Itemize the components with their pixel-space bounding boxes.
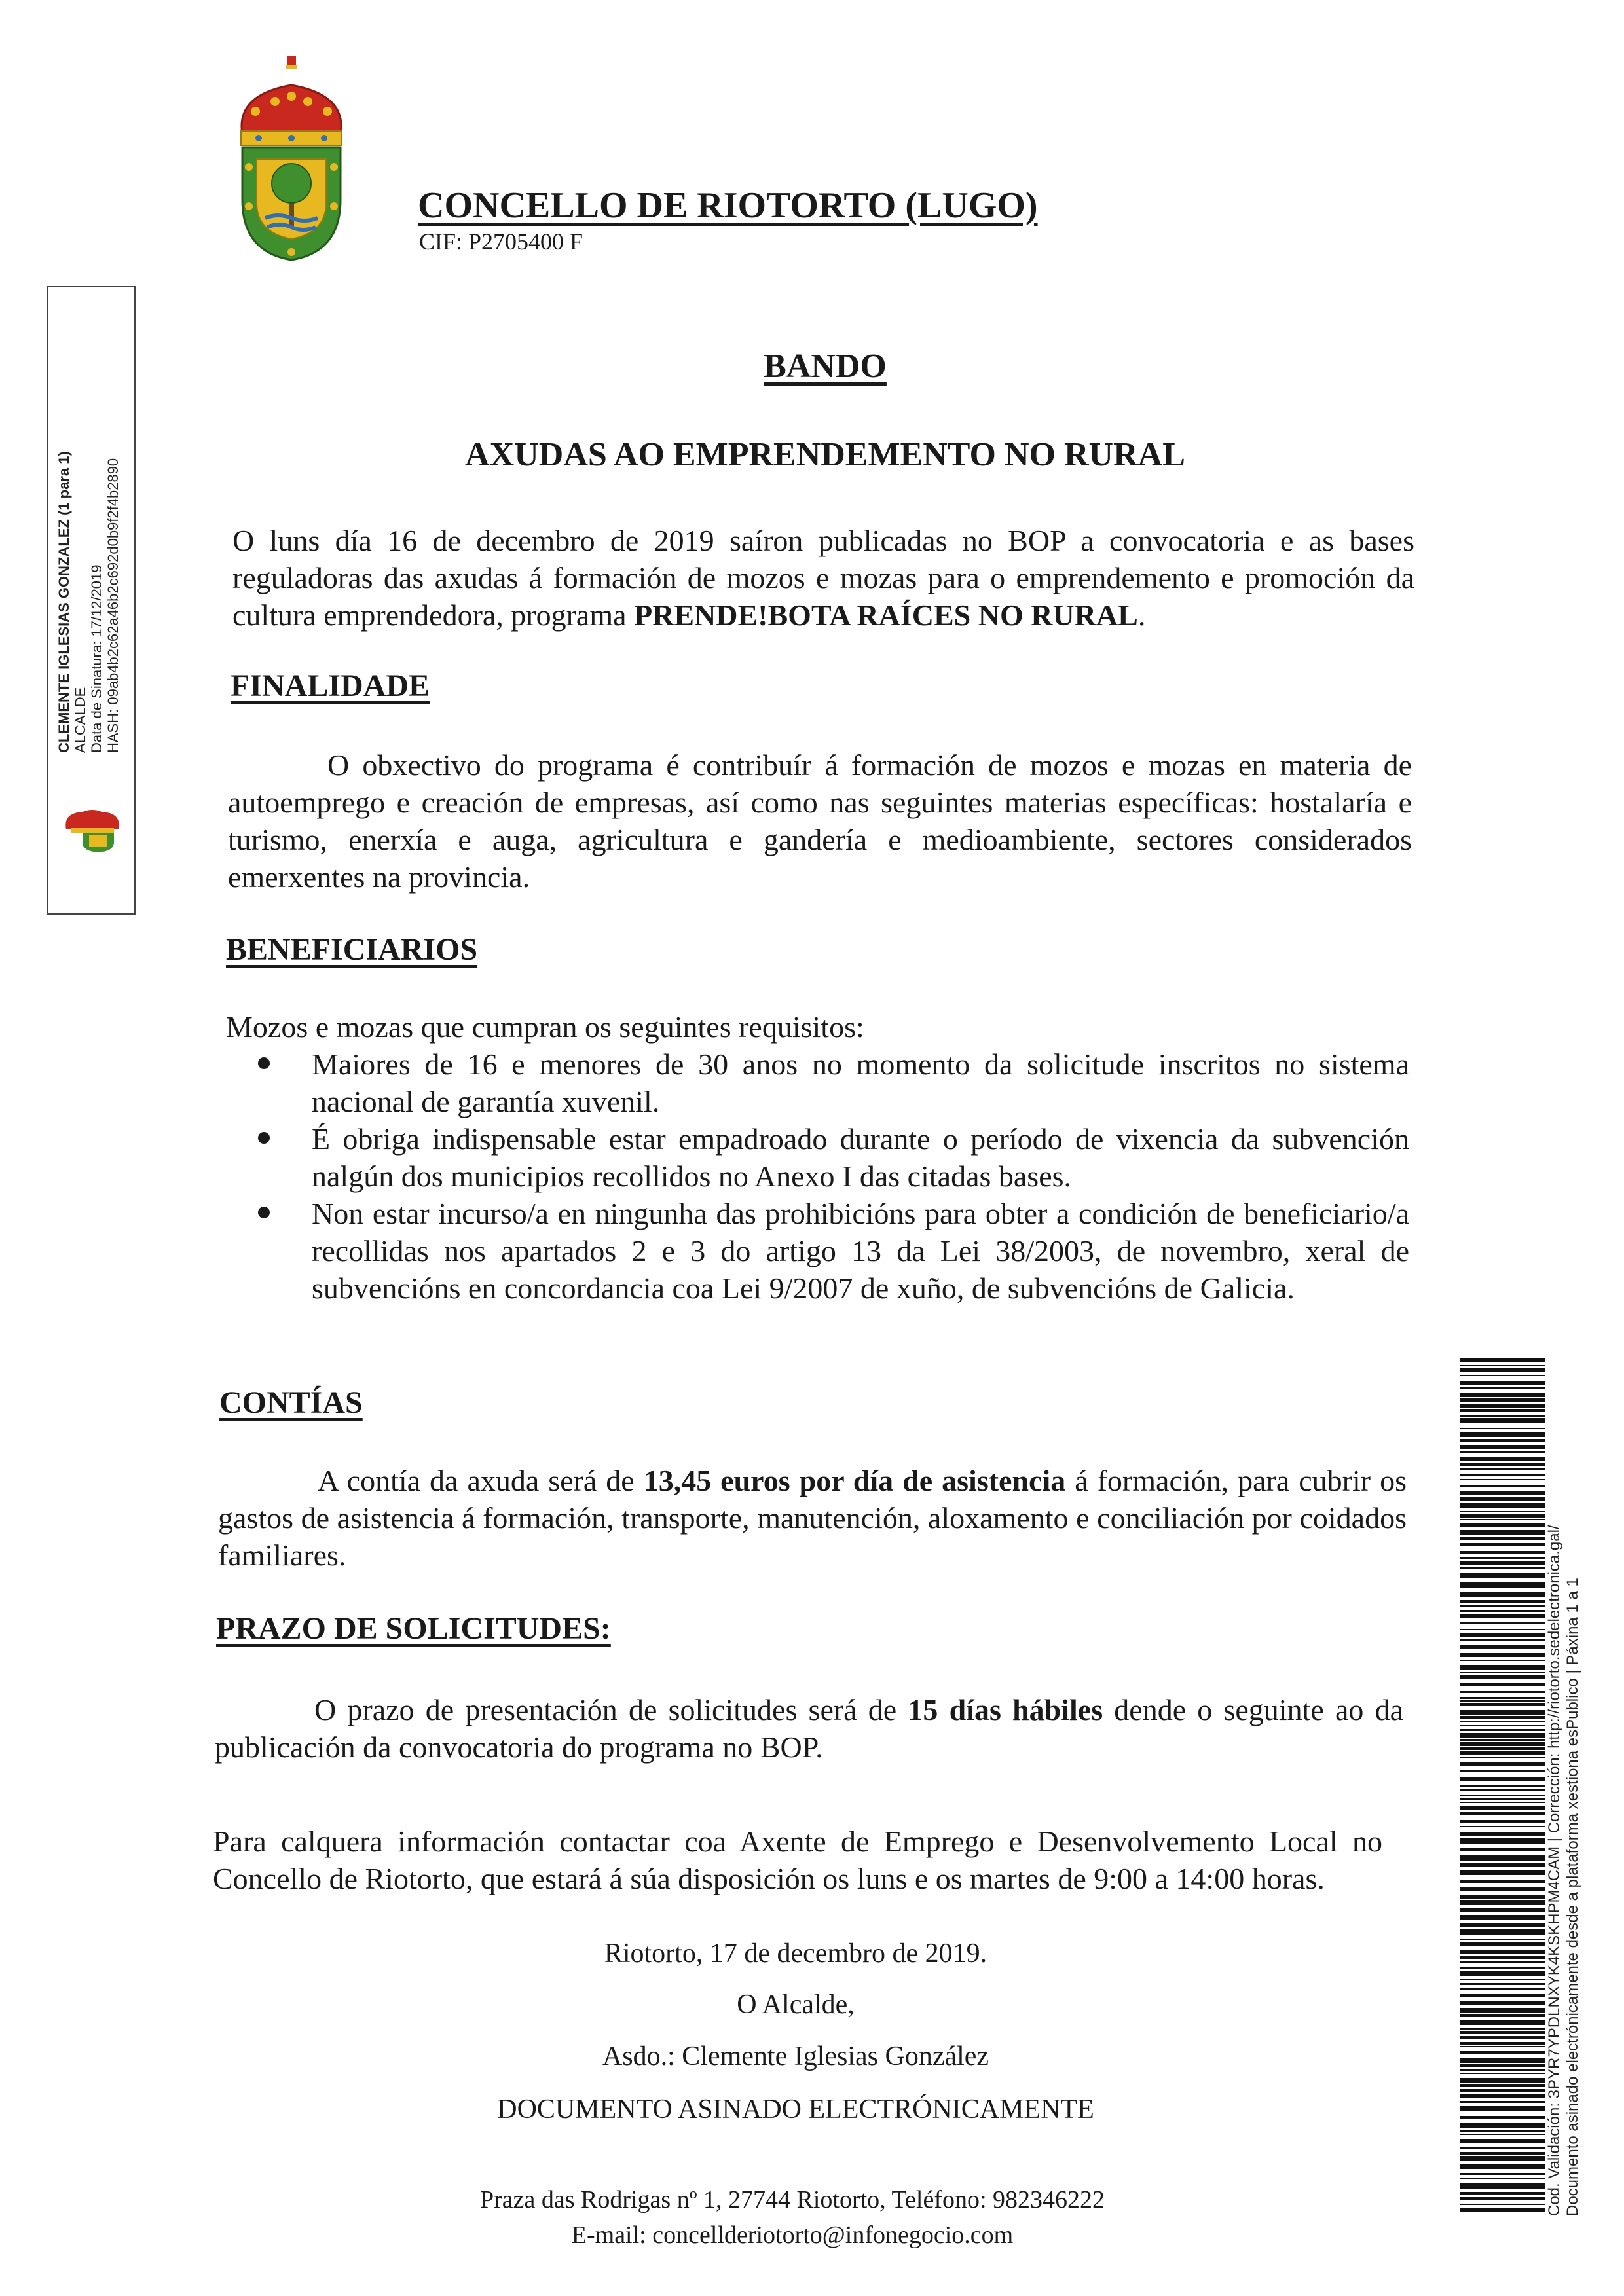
barcode-bar	[1460, 1622, 1545, 1624]
barcode-bar	[1460, 1503, 1545, 1508]
barcode-bar	[1460, 1551, 1545, 1554]
requirements-list	[312, 1046, 1409, 1307]
barcode-bar	[1460, 2164, 1545, 2169]
barcode-bar	[1460, 1358, 1545, 1362]
barcode-bar	[1460, 1757, 1545, 1758]
barcode-bar	[1460, 1514, 1545, 1518]
barcode-bar	[1460, 1971, 1545, 1976]
program-name: PRENDE!BOTA RAÍCES NO RURAL	[634, 598, 1138, 632]
signature-stamp-text	[56, 98, 128, 753]
barcode-bar	[1460, 1645, 1545, 1649]
barcode-bar	[1460, 2173, 1545, 2175]
barcode-bar	[1460, 2020, 1545, 2025]
signer-role: ALCALDE	[72, 687, 88, 753]
barcode-bar	[1460, 1770, 1545, 1772]
barcode-bar	[1460, 1600, 1545, 1603]
barcode-bar	[1460, 2028, 1545, 2030]
footer-address: Praza das Rodrigas nº 1, 27744 Riotorto, Teléfono: 982346222	[479, 2186, 1105, 2214]
barcode-bar	[1460, 1497, 1545, 1501]
list-item: Maiores de 16 e menores de 30 anos no momento da solicitude inscritos no sistema nacional de garantía xuvenil.	[312, 1046, 1409, 1120]
barcode-bar	[1460, 1511, 1545, 1512]
barcode-bar	[1460, 2106, 1545, 2111]
bullet-icon	[258, 1132, 270, 1144]
barcode-bar	[1460, 2101, 1545, 2103]
barcode-bar	[1460, 1983, 1545, 1985]
barcode-bar	[1460, 1398, 1545, 1402]
barcode-bar	[1460, 1573, 1545, 1578]
footer-email: E-mail: concellderiotorto@infonegocio.com	[571, 2221, 1014, 2249]
barcode-bar	[1460, 2046, 1545, 2047]
section-heading-finalidade: FINALIDADE	[231, 668, 430, 703]
barcode-bar	[1460, 1942, 1545, 1946]
barcode-bar	[1460, 1923, 1545, 1927]
place-date: Riotorto, 17 de decembro de 2019.	[604, 1939, 987, 1969]
barcode-bar	[1460, 1795, 1545, 1796]
barcode-bar	[1460, 2178, 1545, 2179]
signature-hash: HASH: 09ab4b2c62a46b2c692d0b9f2f4b2890	[105, 458, 121, 753]
section-heading-contias: CONTÍAS	[219, 1385, 363, 1420]
validation-code: Cod. Validación: 3PYR7YPDLNXYK4KSKHPM4CAM | Corrección: http://riotorto.sedelectronica.gal/	[1545, 1525, 1563, 2216]
barcode-bar	[1460, 1614, 1545, 1618]
barcode-bar	[1460, 1820, 1545, 1823]
barcode-bar	[1460, 1848, 1545, 1851]
barcode-bar	[1460, 1703, 1545, 1706]
barcode-bar	[1460, 1605, 1545, 1607]
barcode-bar	[1460, 1629, 1545, 1630]
barcode-bar	[1460, 2051, 1545, 2054]
barcode-bar	[1460, 1451, 1545, 1453]
signer-name: CLEMENTE IGLESIAS GONZALEZ (1 para 1)	[56, 451, 72, 753]
barcode-bar	[1460, 1961, 1545, 1963]
aid-amount: 13,45 euros por día de asistencia	[643, 1464, 1066, 1497]
barcode-bar	[1460, 1567, 1545, 1569]
barcode-bar	[1460, 1895, 1545, 1899]
barcode-bar	[1460, 1979, 1545, 1980]
barcode-bar	[1460, 1365, 1545, 1366]
validation-platform: Documento asinado electrónicamente desde a plataforma xestiona esPublico | Páxina 1 a 1	[1564, 1578, 1581, 2216]
barcode-bar	[1460, 2073, 1545, 2074]
barcode-bar	[1460, 1863, 1545, 1867]
barcode-bar	[1460, 2147, 1545, 2149]
barcode-bar	[1460, 1826, 1545, 1827]
barcode-bar	[1460, 1777, 1545, 1781]
barcode-bar	[1460, 1633, 1545, 1637]
prazo-paragraph: O prazo de presentación de solicitudes será de 15 días hábiles dende o seguinte ao da publicación da convocatoria do programa no BOP.	[215, 1693, 1404, 1764]
section-heading-prazo: PRAZO DE SOLICITUDES:	[216, 1611, 611, 1646]
barcode-bar	[1460, 1887, 1545, 1891]
barcode-bar	[1460, 2094, 1545, 2098]
barcode-bar	[1460, 1639, 1545, 1641]
barcode-bar	[1460, 1939, 1545, 1940]
barcode-bar	[1460, 1404, 1545, 1408]
barcode-bar	[1460, 1742, 1545, 1746]
barcode-bar	[1460, 1523, 1545, 1527]
barcode-bar	[1460, 2197, 1545, 2200]
intro-end: .	[1137, 598, 1146, 632]
barcode-bar	[1460, 1445, 1545, 1449]
barcode-bar	[1460, 2204, 1545, 2205]
barcode-bar	[1460, 1653, 1545, 1657]
barcode-bar	[1460, 1683, 1545, 1686]
barcode-bar	[1460, 1491, 1545, 1495]
barcode-bar	[1460, 1762, 1545, 1766]
signature-date: Data de Sinatura: 17/12/2019	[88, 564, 105, 753]
barcode-bar	[1460, 2192, 1545, 2195]
municipal-crest-icon	[229, 56, 354, 265]
finalidade-paragraph: O obxectivo do programa é contribuír á formación de mozos e mozas en materia de autoemprego e creación de empresas, así como nas seguintes materias específicas: hostalaría e turismo, enerxía e auga, agricultura e gandería e medioambiente, sectores considerados emerxentes na provincia.	[228, 748, 1412, 894]
contias-paragraph: A contía da axuda será de 13,45 euros por día de asistencia á formación, para cubrir os gastos de asistencia á formación, transporte, manutención, aloxamento e conciliación por coidados familiares.	[218, 1464, 1407, 1572]
barcode-bar	[1460, 2183, 1545, 2189]
barcode-bar	[1460, 1592, 1545, 1597]
barcode-bar	[1460, 2208, 1545, 2212]
barcode-bar	[1460, 1880, 1545, 1883]
barcode-bar	[1460, 1468, 1545, 1470]
barcode-bar	[1460, 1393, 1545, 1397]
barcode	[1460, 1358, 1545, 2213]
stamp-crest-icon	[56, 807, 128, 852]
barcode-bar	[1460, 1733, 1545, 1738]
barcode-bar	[1460, 1432, 1545, 1437]
barcode-bar	[1460, 1785, 1545, 1787]
barcode-bar	[1460, 2130, 1545, 2132]
barcode-bar	[1460, 1751, 1545, 1755]
barcode-bar	[1460, 1519, 1545, 1520]
barcode-bar	[1460, 1967, 1545, 1969]
barcode-bar	[1460, 1725, 1545, 1726]
electronic-signature-notice: DOCUMENTO ASINADO ELECTRÓNICAMENTE	[497, 2094, 1094, 2124]
barcode-bar	[1460, 1802, 1545, 1803]
council-name: CONCELLO DE RIOTORTO (LUGO)	[418, 185, 1038, 226]
barcode-bar	[1460, 1381, 1545, 1385]
barcode-bar	[1460, 1789, 1545, 1791]
barcode-bar	[1460, 1929, 1545, 1935]
document-title: BANDO	[764, 348, 887, 385]
barcode-bar	[1460, 1747, 1545, 1750]
barcode-bar	[1460, 1557, 1545, 1559]
barcode-bar	[1460, 1479, 1545, 1480]
barcode-bar	[1460, 1994, 1545, 1997]
signer-title: O Alcalde,	[737, 1990, 855, 2020]
bullet-icon	[258, 1207, 270, 1218]
barcode-bar	[1460, 2008, 1545, 2013]
barcode-bar	[1460, 1855, 1545, 1861]
barcode-bar	[1460, 2001, 1545, 2005]
barcode-bar	[1460, 2078, 1545, 2083]
barcode-bar	[1460, 1485, 1545, 1487]
barcode-bar	[1460, 1418, 1545, 1423]
deadline-days: 15 días hábiles	[908, 1693, 1103, 1726]
barcode-bar	[1460, 1870, 1545, 1875]
barcode-bar	[1460, 1457, 1545, 1461]
validation-text	[1545, 1450, 1604, 2216]
barcode-bar	[1460, 1660, 1545, 1661]
barcode-bar	[1460, 1697, 1545, 1699]
barcode-bar	[1460, 2031, 1545, 2034]
barcode-bar	[1460, 1561, 1545, 1565]
signer-signature: Asdo.: Clemente Iglesias González	[602, 2041, 989, 2071]
barcode-bar	[1460, 1739, 1545, 1741]
barcode-bar	[1460, 1409, 1545, 1412]
barcode-bar	[1460, 2152, 1545, 2155]
barcode-bar	[1460, 2069, 1545, 2071]
barcode-bar	[1460, 2123, 1545, 2128]
intro-paragraph	[232, 522, 1414, 634]
list-item: É obriga indispensable estar empadroado durante o período de vixencia da subvención nalgún dos municipios recollidos no Anexo I das citadas bases.	[312, 1120, 1409, 1195]
barcode-bar	[1460, 1675, 1545, 1679]
barcode-bar	[1460, 2139, 1545, 2143]
barcode-bar	[1460, 1950, 1545, 1954]
barcode-bar	[1460, 1908, 1545, 1912]
barcode-bar	[1460, 1721, 1545, 1722]
barcode-bar	[1460, 1812, 1545, 1815]
barcode-bar	[1460, 2058, 1545, 2063]
barcode-bar	[1460, 1700, 1545, 1702]
barcode-bar	[1460, 1806, 1545, 1810]
barcode-bar	[1460, 1710, 1545, 1715]
barcode-bar	[1460, 1530, 1545, 1535]
document-subtitle: AXUDAS AO EMPRENDEMENTO NO RURAL	[465, 436, 1185, 473]
list-item: Non estar incurso/a en ningunha das prohibicións para obter a condición de beneficiario/a recollidas nos apartados 2 e 3 do artigo 13 da Lei 38/2003, de novembro, xeral de subvencións en concordancia coa Lei 9/2007 de xuño, de subvencións de Galicia.	[312, 1195, 1409, 1307]
barcode-bar	[1460, 1672, 1545, 1673]
barcode-bar	[1460, 2036, 1545, 2039]
barcode-bar	[1460, 1915, 1545, 1920]
barcode-bar	[1460, 1463, 1545, 1466]
barcode-bar	[1460, 1543, 1545, 1546]
barcode-bar	[1460, 1838, 1545, 1844]
barcode-bar	[1460, 1729, 1545, 1731]
bullet-icon	[258, 1057, 270, 1069]
barcode-bar	[1460, 1439, 1545, 1442]
barcode-bar	[1460, 1691, 1545, 1693]
barcode-bar	[1460, 2014, 1545, 2017]
barcode-bar	[1460, 1415, 1545, 1417]
section-heading-beneficiarios: BENEFICIARIOS	[226, 932, 478, 967]
barcode-bar	[1460, 2156, 1545, 2161]
barcode-bar	[1460, 1582, 1545, 1588]
barcode-bar	[1460, 1387, 1545, 1389]
barcode-bar	[1460, 1610, 1545, 1612]
barcode-bar	[1460, 2064, 1545, 2067]
barcode-bar	[1460, 1665, 1545, 1670]
barcode-bar	[1460, 1956, 1545, 1959]
barcode-bar	[1460, 1375, 1545, 1376]
barcode-bar	[1460, 2084, 1545, 2087]
barcode-bar	[1460, 1900, 1545, 1905]
barcode-bar	[1460, 1798, 1545, 1800]
barcode-bar	[1460, 2089, 1545, 2092]
contact-paragraph: Para calquera información contactar coa Axente de Emprego e Desenvolvemento Local no Concello de Riotorto, que estará á súa disposición os luns e os martes de 9:00 a 14:00 horas.	[213, 1825, 1382, 1895]
barcode-bar	[1460, 1537, 1545, 1540]
barcode-bar	[1460, 2116, 1545, 2119]
cif: CIF: P2705400 F	[419, 228, 583, 255]
intro-text: O luns día 16 de decembro de 2019 saíron publicadas no BOP a convocatoria e as bases reguladoras das axudas á formación de mozos e mozas para o emprendemento e promoción da cultura emprendedora, programa	[232, 524, 1414, 632]
barcode-bar	[1460, 1988, 1545, 1990]
barcode-bar	[1460, 1474, 1545, 1476]
barcode-bar	[1460, 2134, 1545, 2135]
beneficiarios-intro: Mozos e mozas que cumpran os seguintes requisitos:	[226, 1010, 864, 1044]
barcode-bar	[1460, 1368, 1545, 1372]
barcode-bar	[1460, 1428, 1545, 1429]
barcode-bar	[1460, 1832, 1545, 1836]
barcode-bar	[1460, 1716, 1545, 1719]
barcode-bar	[1460, 2042, 1545, 2045]
